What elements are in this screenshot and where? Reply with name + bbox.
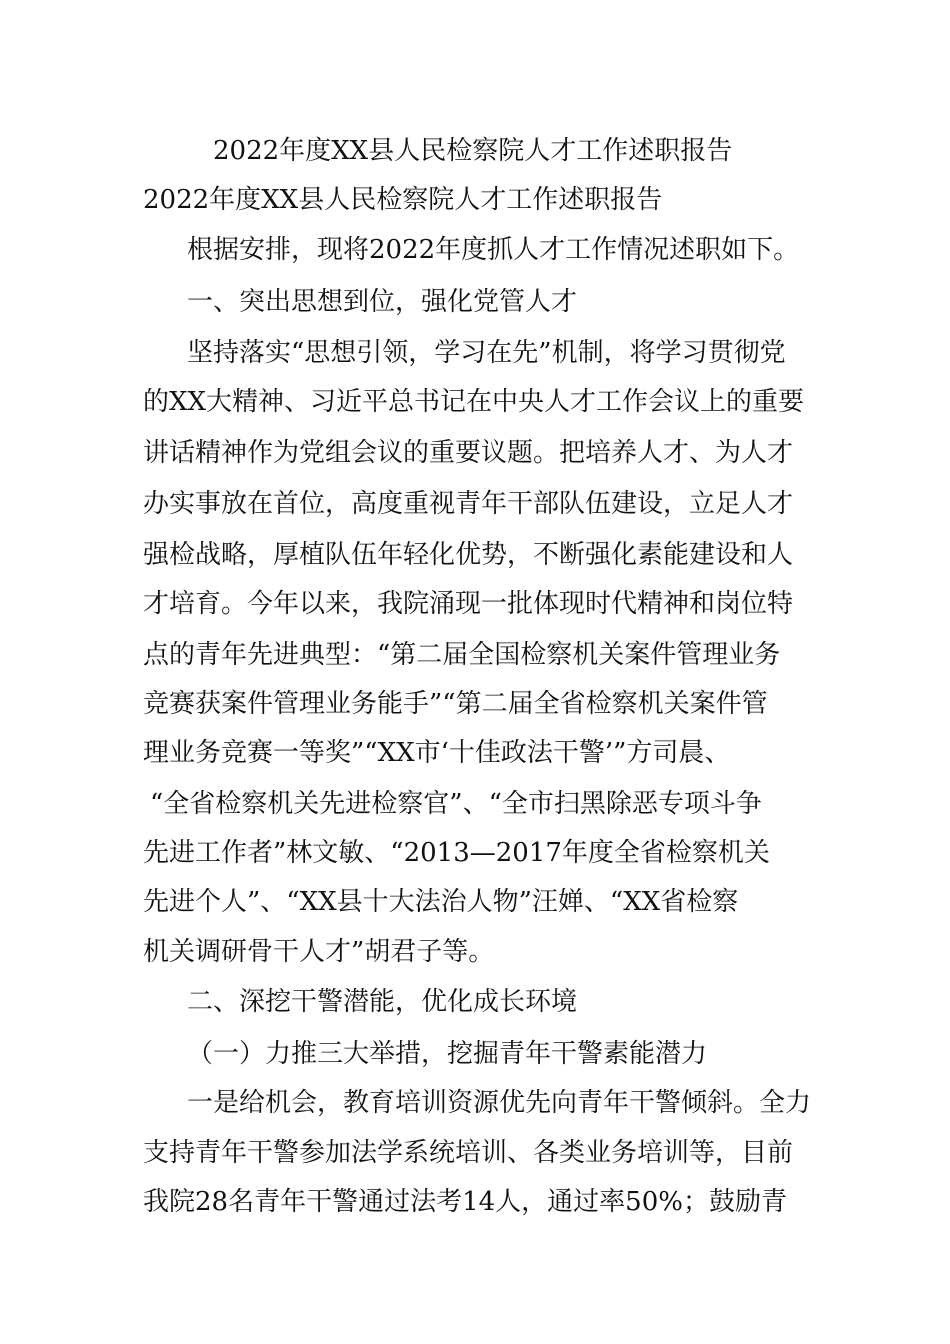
body-line: 理业务竞赛一等奖”“XX市‘十佳政法干警’”方司晨、 [143,738,731,768]
body-line: 讲话精神作为党组会议的重要议题。把培养人才、为人才 [143,438,794,468]
body-line: 坚持落实“思想引领，学习在先”机制，将学习贯彻党 [187,338,786,368]
body-line: 的XX大精神、习近平总书记在中央人才工作会议上的重要 [143,387,805,417]
body-line: 先进个人”、“XX县十大法治人物”汪婵、“XX省检察 [143,887,739,917]
body-line: 先进工作者”林文敏、“2013—2017年度全省检察机关 [143,838,770,868]
document-subtitle: 2022年度XX县人民检察院人才工作述职报告 [143,185,663,215]
body-line: 我院28名青年干警通过法考14人，通过率50%；鼓励青 [143,1187,787,1217]
section-heading-1: 一、突出思想到位，强化党管人才 [187,287,578,317]
subsection-heading-1: （一）力推三大举措，挖掘青年干警素能潜力 [187,1039,708,1069]
body-line: 机关调研骨干人才”胡君子等。 [143,937,495,967]
body-line: 强检战略，厚植队伍年轻化优势，不断强化素能建设和人 [143,540,794,570]
document-title: 2022年度XX县人民检察院人才工作述职报告 [213,136,733,166]
paragraph-intro: 根据安排，现将2022年度抓人才工作情况述职如下。 [187,235,800,265]
body-line: 支持青年干警参加法学系统培训、各类业务培训等，目前 [143,1138,794,1168]
body-line: 一是给机会，教育培训资源优先向青年干警倾斜。全力 [187,1088,812,1118]
body-line: 竞赛获案件管理业务能手”“第二届全省检察机关案件管 [143,689,768,719]
body-line: “全省检察机关先进检察官”、“全市扫黑除恶专项斗争 [150,789,762,819]
section-heading-2: 二、深挖干警潜能，优化成长环境 [187,987,578,1017]
body-line: 点的青年先进典型：“第二届全国检察机关案件管理业务 [143,640,781,670]
body-line: 才培育。今年以来，我院涌现一批体现时代精神和岗位特 [143,589,794,619]
body-line: 办实事放在首位，高度重视青年干部队伍建设，立足人才 [143,489,794,519]
